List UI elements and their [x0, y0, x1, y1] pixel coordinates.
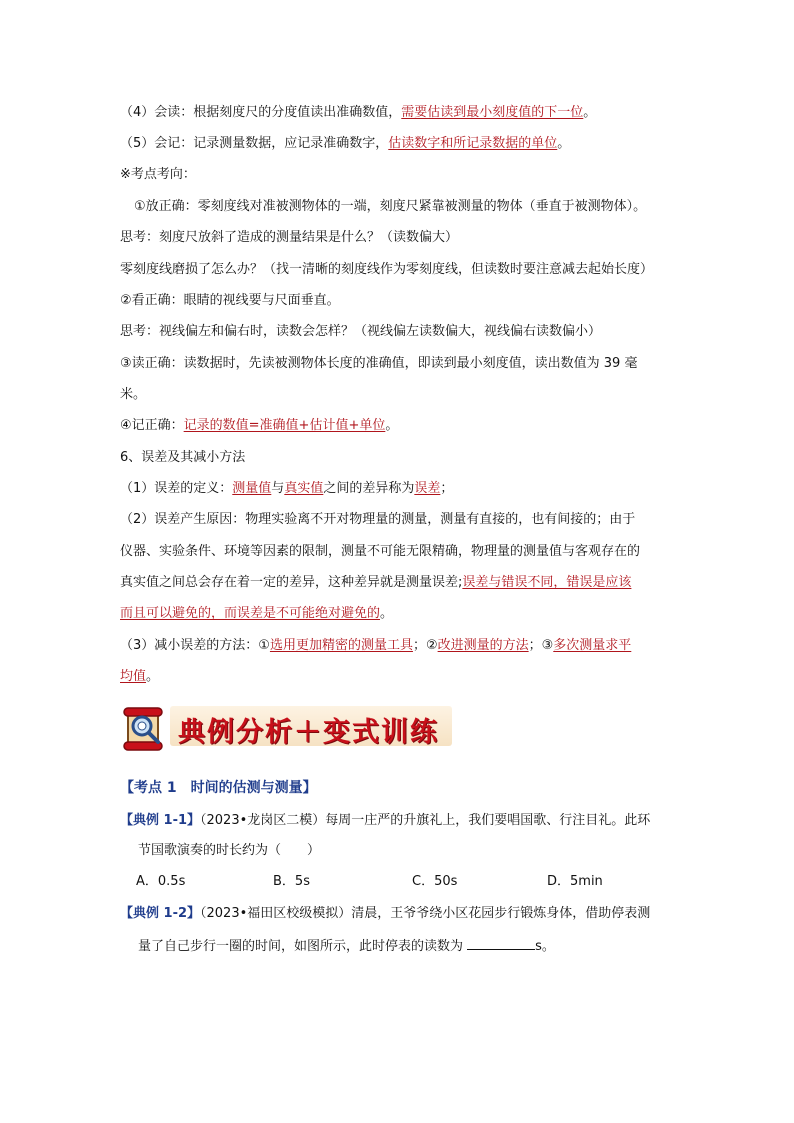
- option-d[interactable]: D．5min: [547, 874, 603, 889]
- section-banner: [120, 702, 450, 754]
- example-1-2-line-2: 量了自己步行一圈的时间，如图所示，此时停表的读数为 s。: [138, 936, 555, 956]
- emphasis-text: 需要估读到最小刻度值的下一位: [401, 105, 584, 120]
- option-c[interactable]: C．50s: [412, 874, 458, 889]
- emphasis-text: 多次测量求平: [553, 638, 632, 653]
- topic-1-heading: 【考点 1 时间的估测与测量】: [120, 780, 317, 796]
- reduce-error-line-2: 均值。: [120, 669, 160, 684]
- point-3-line-1: ③读正确：读数据时，先读被测物体长度的准确值，即读到最小刻度值，读出数值为 39 毫: [120, 356, 638, 371]
- item-read4: （4）会读：根据刻度尺的分度值读出准确数值，需要估读到最小刻度值的下一位。: [120, 105, 597, 120]
- point-3-line-2: 米。: [120, 387, 147, 402]
- think-2: 思考：视线偏左和偏右时，读数会怎样？（视线偏左读数偏大，视线偏右读数偏小）: [120, 324, 602, 339]
- option-a[interactable]: A．0.5s: [136, 874, 186, 889]
- emphasis-text: 估读数字和所记录数据的单位: [388, 136, 558, 151]
- emphasis-text: 均值: [120, 669, 147, 684]
- example-tag: 【典例 1-2】: [120, 906, 201, 921]
- banner-title: 典例分析＋变式训练: [178, 717, 439, 748]
- point-1: ①放正确：零刻度线对准被测物体的一端，刻度尺紧靠被测量的物体（垂直于被测物体）。: [134, 199, 647, 214]
- zero-worn: 零刻度线磨损了怎么办？（找一清晰的刻度线作为零刻度线，但读数时要注意减去起始长度）: [120, 262, 654, 277]
- emphasis-text: 选用更加精密的测量工具: [269, 638, 413, 653]
- example-tag: 【典例 1-1】: [120, 813, 201, 828]
- error-cause-line-4: 而且可以避免的，而误差是不可能绝对避免的。: [120, 606, 394, 621]
- section-6-heading: 6、误差及其减小方法: [120, 450, 246, 465]
- emphasis-text: 误差: [414, 481, 441, 496]
- point-2: ②看正确：眼睛的视线要与尺面垂直。: [120, 293, 340, 308]
- scroll-magnifier-icon: [120, 702, 172, 754]
- error-cause-line-1: （2）误差产生原因：物理实验离不开对物理量的测量，测量有直接的，也有间接的；由于: [120, 512, 636, 527]
- error-cause-line-2: 仪器、实验条件、环境等因素的限制，测量不可能无限精确，物理量的测量值与客观存在的: [120, 544, 641, 559]
- error-definition: （1）误差的定义：测量值与真实值之间的差异称为误差；: [120, 481, 454, 496]
- answer-blank[interactable]: [467, 936, 535, 950]
- error-cause-line-3: 真实值之间总会存在着一定的差异，这种差异就是测量误差;误差与错误不同，错误是应该: [120, 575, 632, 590]
- option-b[interactable]: B．5s: [273, 874, 310, 889]
- item-record5: （5）会记：记录测量数据，应记录准确数字，估读数字和所记录数据的单位。: [120, 136, 571, 151]
- emphasis-text: 改进测量的方法: [437, 638, 529, 653]
- emphasis-text: 误差与错误不同，错误是应该: [462, 575, 632, 590]
- think-1: 思考：刻度尺放斜了造成的测量结果是什么？（读数偏大）: [120, 230, 459, 245]
- example-1-1-line-2: 节国歌演奏的时长约为（ ）: [138, 843, 321, 858]
- example-1-1-line-1: 【典例 1-1】（2023•龙岗区二模）每周一庄严的升旗礼上，我们要唱国歌、行注目礼。此环: [120, 813, 651, 828]
- emphasis-text: 真实值: [284, 481, 324, 496]
- example-1-2-line-1: 【典例 1-2】（2023•福田区校级模拟）清晨，王爷爷绕小区花园步行锻炼身体，借助停表测: [120, 906, 651, 921]
- point-4: ④记正确：记录的数值=准确值+估计值+单位。: [120, 418, 399, 433]
- focus-title: ※考点考向：: [120, 167, 196, 182]
- emphasis-text: 测量值: [232, 481, 272, 496]
- emphasis-text: 而且可以避免的，而误差是不可能绝对避免的: [120, 606, 381, 621]
- emphasis-text: 记录的数值=准确值+估计值+单位: [183, 418, 386, 433]
- reduce-error-line-1: （3）减小误差的方法：①选用更加精密的测量工具；②改进测量的方法；③多次测量求平: [120, 638, 632, 653]
